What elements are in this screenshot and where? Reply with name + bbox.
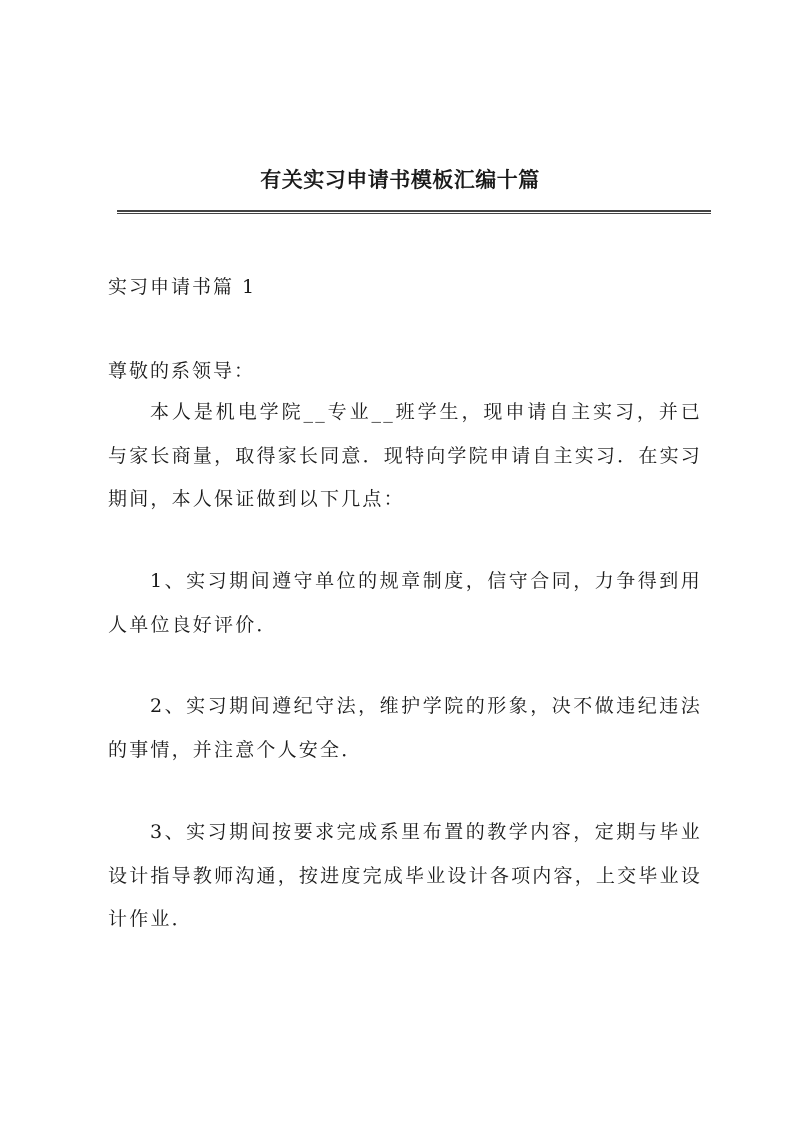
section-heading: 实习申请书篇 1 [108, 276, 257, 298]
page-title: 有关实习申请书模板汇编十篇 [260, 167, 540, 192]
title-divider [117, 210, 711, 214]
list-item-3: 3、实习期间按要求完成系里布置的教学内容，定期与毕业设计指导教师沟通，按进度完成毕业设计各项内容，上交毕业设计作业． [108, 821, 702, 930]
list-item-2: 2、实习期间遵纪守法，维护学院的形象，决不做违纪违法的事情，并注意个人安全． [108, 695, 702, 761]
list-item-1: 1、实习期间遵守单位的规章制度，信守合同，力争得到用人单位良好评价． [108, 570, 702, 636]
intro-paragraph: 本人是机电学院__专业__班学生，现申请自主实习，并已与家长商量，取得家长同意．现特向学院申请自主实习．在实习期间，本人保证做到以下几点： [108, 401, 702, 510]
salutation: 尊敬的系领导： [108, 360, 256, 382]
